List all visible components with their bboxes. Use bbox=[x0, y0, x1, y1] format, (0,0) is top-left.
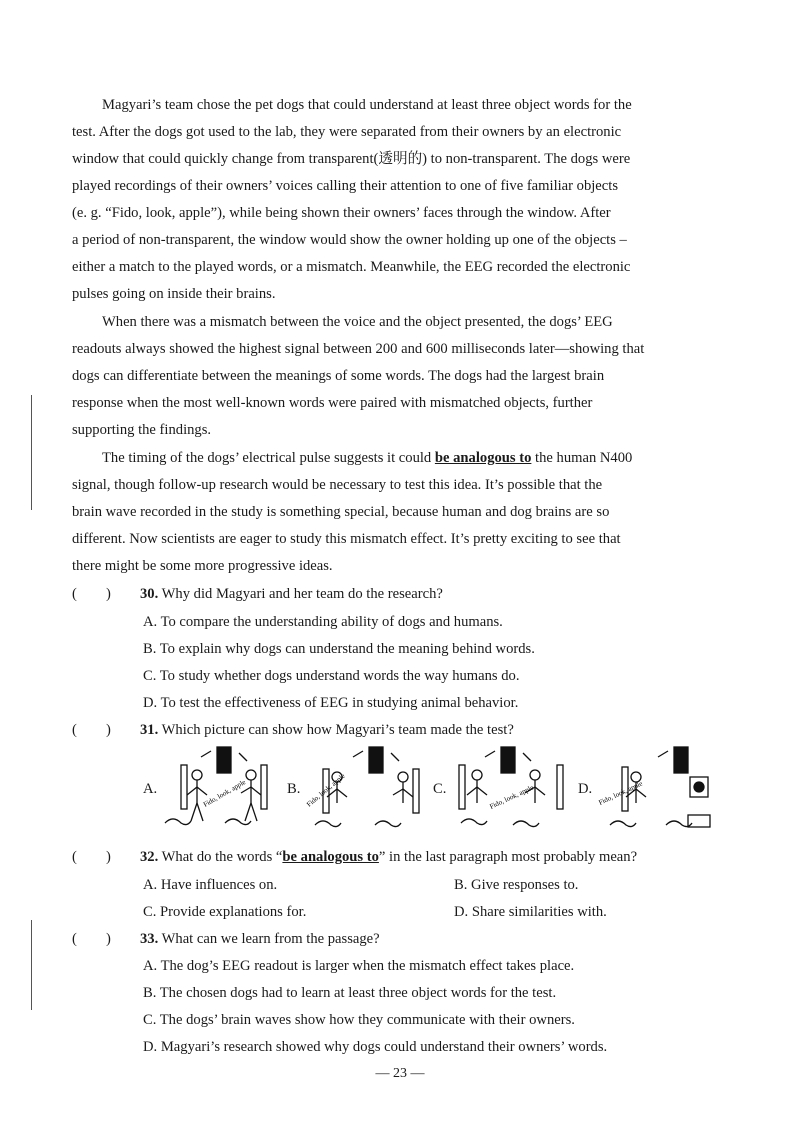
option-d: D. Share similarities with. bbox=[454, 904, 607, 920]
page-number: — 23 — bbox=[375, 1066, 425, 1081]
option-d: D. Magyari’s research showed why dogs could understand their owners’ words. bbox=[143, 1039, 608, 1055]
text-line: pulses going on inside their brains. bbox=[72, 286, 276, 302]
text-line: a period of non-transparent, the window would show the owner holding up one of the objects – bbox=[72, 232, 627, 248]
text-line: When there was a mismatch between the voice and the object presented, the dogs’ EEG bbox=[102, 314, 613, 330]
question-stem: ( ) 32. What do the words “be analogous to” in the last paragraph most probably mean? bbox=[72, 846, 712, 868]
margin-rule bbox=[31, 395, 32, 510]
speech-text: Fido, look, apple bbox=[202, 778, 248, 809]
answer-blank[interactable]: ( ) bbox=[72, 931, 111, 947]
option-c: C. To study whether dogs understand words the way humans do. bbox=[143, 668, 520, 684]
picture-label: C. bbox=[433, 781, 447, 797]
question-stem: ( ) 30. Why did Magyari and her team do the research? bbox=[72, 583, 712, 605]
text-line: (e. g. “Fido, look, apple”), while being shown their owners’ faces through the window. After bbox=[72, 205, 611, 221]
text-line: window that could quickly change from transparent(透明的) to non-transparent. The dogs were bbox=[72, 151, 631, 167]
picture-option-d[interactable] bbox=[578, 743, 718, 838]
answer-blank[interactable]: ( ) bbox=[72, 722, 111, 738]
text-line: readouts always showed the highest signal between 200 and 600 milliseconds later—showing that bbox=[72, 341, 645, 357]
option-a: A. The dog’s EEG readout is larger when the mismatch effect takes place. bbox=[143, 958, 575, 974]
experiment-illustration bbox=[143, 743, 283, 838]
picture-label: B. bbox=[287, 781, 301, 797]
text-line: signal, though follow-up research would be necessary to test this idea. It’s possible that the bbox=[72, 477, 603, 493]
text-line: The timing of the dogs’ electrical pulse suggests it could be analogous to the human N400 bbox=[102, 450, 633, 466]
answer-blank[interactable]: ( ) bbox=[72, 586, 111, 602]
picture-option-a[interactable] bbox=[143, 743, 283, 838]
option-b: B. Give responses to. bbox=[454, 877, 579, 893]
experiment-illustration bbox=[578, 743, 718, 838]
experiment-illustration bbox=[433, 743, 573, 838]
question-stem: ( ) 33. What can we learn from the passage? bbox=[72, 928, 712, 950]
picture-option-c[interactable] bbox=[433, 743, 573, 838]
text-line: Magyari’s team chose the pet dogs that could understand at least three object words for the bbox=[102, 97, 632, 113]
speech-text: Fido, look, apple bbox=[488, 783, 535, 811]
text-line: test. After the dogs got used to the lab, they were separated from their owners by an electronic bbox=[72, 124, 622, 140]
text-line: dogs can differentiate between the meanings of some words. The dogs had the largest brain bbox=[72, 368, 605, 384]
question-stem: ( ) 31. Which picture can show how Magyari’s team made the test? bbox=[72, 719, 712, 741]
option-c: C. Provide explanations for. bbox=[143, 904, 307, 920]
answer-blank[interactable]: ( ) bbox=[72, 849, 111, 865]
option-b: B. To explain why dogs can understand the meaning behind words. bbox=[143, 641, 535, 657]
margin-rule bbox=[31, 920, 32, 1010]
highlighted-phrase: be analogous to bbox=[434, 450, 532, 466]
text-line: played recordings of their owners’ voices calling their attention to one of five familiar objects bbox=[72, 178, 618, 194]
option-b: B. The chosen dogs had to learn at least three object words for the test. bbox=[143, 985, 557, 1001]
experiment-illustration bbox=[287, 743, 427, 838]
text-line: supporting the findings. bbox=[72, 422, 212, 438]
picture-label: D. bbox=[578, 781, 593, 797]
text-line: different. Now scientists are eager to study this mismatch effect. It’s pretty exciting to see that bbox=[72, 531, 621, 547]
highlighted-phrase: be analogous to bbox=[282, 849, 379, 865]
speech-text: Fido, look, apple bbox=[597, 779, 644, 807]
speech-text: Fido, look, apple bbox=[305, 771, 347, 809]
option-a: A. Have influences on. bbox=[143, 877, 278, 893]
text-line: brain wave recorded in the study is something special, because human and dog brains are so bbox=[72, 504, 610, 520]
option-a: A. To compare the understanding ability of dogs and humans. bbox=[143, 614, 503, 630]
text-line: response when the most well-known words were paired with mismatched objects, further bbox=[72, 395, 593, 411]
option-d: D. To test the effectiveness of EEG in studying animal behavior. bbox=[143, 695, 519, 711]
option-c: C. The dogs’ brain waves show how they communicate with their owners. bbox=[143, 1012, 575, 1028]
text-line: there might be some more progressive ideas. bbox=[72, 558, 333, 574]
picture-label: A. bbox=[143, 781, 158, 797]
text-line: either a match to the played words, or a mismatch. Meanwhile, the EEG recorded the electronic bbox=[72, 259, 631, 275]
picture-option-b[interactable] bbox=[287, 743, 427, 838]
